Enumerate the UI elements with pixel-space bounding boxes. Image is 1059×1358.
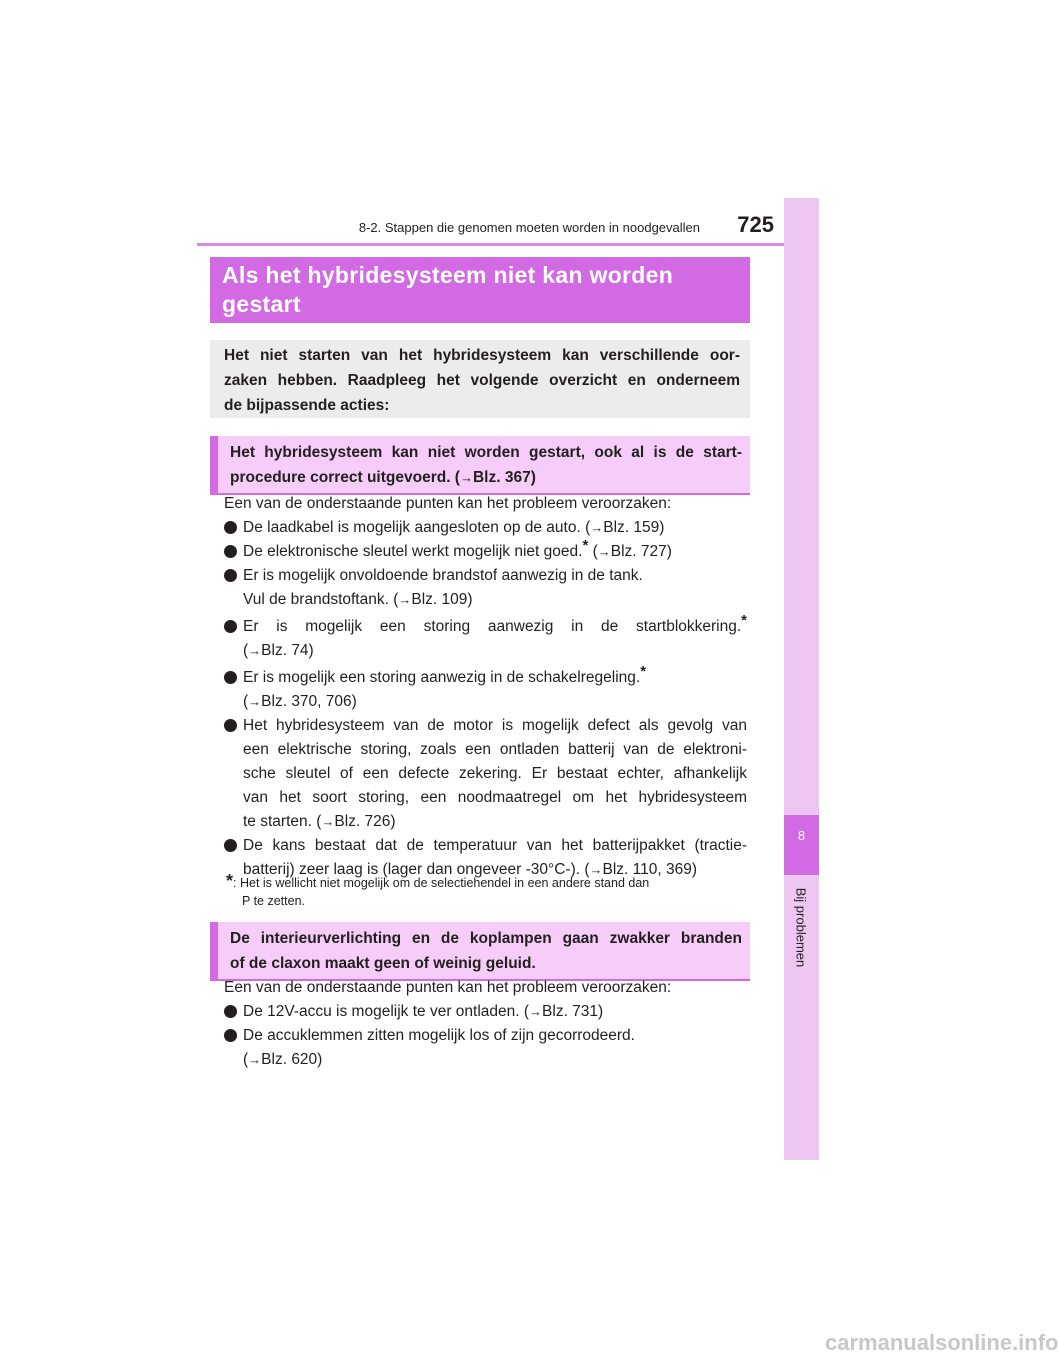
bullet-icon [224,569,237,582]
intro-line1: Het niet starten van het hybridesysteem kan verschillende oor- [224,347,740,364]
list-item [224,1000,747,1024]
page-ref-link[interactable]: Blz. 370, 706) [261,693,357,710]
section2-heading [210,922,750,981]
list-item-text: Er is mogelijk een storing aanwezig in de schakelregeling. [243,669,641,686]
bullet-icon [224,839,237,852]
arrow-icon: → [321,814,335,829]
bullet-icon [224,1005,237,1018]
list-item: Er is mogelijk een storing aanwezig in de schakelregeling.* (→Blz. 370, 706) [224,666,747,714]
list-item-text: De 12V-accu is mogelijk te ver ontladen. ( [243,1003,530,1020]
list-item-text: van het soort storing, een noodmaatregel om het hybridesysteem [243,789,747,806]
main-heading-line2: gestart [222,291,301,317]
list-item: Er is mogelijk een storing aanwezig in de startblokkering.* (→Blz. 74) [224,615,747,663]
page-ref-link[interactable]: Blz. 74) [261,642,314,659]
list-item-text: De kans bestaat dat de temperatuur van het batterijpakket (tractie- [243,837,747,854]
section2-body [224,976,747,1072]
page-ref-link[interactable]: Blz. 620) [261,1051,323,1068]
arrow-icon: → [590,520,604,535]
bullet-icon [224,620,237,633]
list-item [224,714,747,834]
list-item-text: Er is mogelijk een storing aanwezig in de startblokkering. [243,618,742,635]
main-heading-line1: Als het hybridesysteem niet kan worden [222,262,674,288]
bullet-icon [224,521,237,534]
arrow-icon: → [589,862,603,877]
bullet-icon [224,671,237,684]
list-item-text: De laadkabel is mogelijk aangesloten op de auto. ( [243,519,591,536]
bullet-icon [224,1029,237,1042]
section1-heading-text: procedure correct uitgevoerd. ( [230,469,460,486]
chapter-number-tab[interactable] [784,815,819,875]
arrow-icon: → [248,643,262,658]
section1-heading-line2 [230,465,742,490]
list-item [224,516,747,540]
section2-heading-line2: of de claxon maakt geen of weinig geluid. [230,955,536,972]
list-item-text: Er is mogelijk onvoldoende brandstof aanwezig in de tank. [243,567,643,584]
section2-heading-line1: De interieurverlichting en de koplampen gaan zwakker branden [230,930,742,947]
chapter-side-tab [784,198,819,1160]
arrow-icon: → [529,1004,543,1019]
bullet-icon [224,719,237,732]
list-item: De accuklemmen zitten mogelijk los of zijn gecorrodeerd. (→Blz. 620) [224,1024,747,1072]
section1-lead: Een van de onderstaande punten kan het probleem veroorzaken: [224,495,672,512]
main-heading [210,257,750,323]
list-item [224,564,747,612]
list-item-text: te starten. ( [243,813,322,830]
arrow-icon: → [248,1052,262,1067]
list-item-text: batterij) zeer laag is (lager dan ongeveer -30 [243,861,549,878]
section1-heading-line1: Het hybridesysteem kan niet worden gestart, ook al is de start- [230,444,742,461]
page-number: 725 [737,212,774,237]
list-item-text: Vul de brandstoftank. ( [243,591,399,608]
page-ref-link[interactable]: Blz. 731) [542,1003,604,1020]
list-item-text: De accuklemmen zitten mogelijk los of zijn gecorrodeerd. [243,1027,635,1044]
arrow-icon: → [597,544,611,559]
list-item-text: °C-). ( [548,861,590,878]
section1-body [224,492,747,882]
footnote-star-icon: * [226,871,234,891]
list-item-text: sche sleutel of een defecte zekering. Er bestaat echter, afhankelijk [243,765,747,782]
list-item: De elektronische sleutel werkt mogelijk niet goed.* (→Blz. 727) [224,540,747,564]
chapter-title: Bij problemen [793,887,809,968]
footnote-text: P te zetten. [242,894,306,908]
page-ref-link[interactable]: Blz. 159) [603,519,665,536]
intro-box [210,340,750,418]
intro-line3: de bijpassende acties: [224,397,390,414]
footnote-star-icon: * [640,662,647,680]
list-item-text: De elektronische sleutel werkt mogelijk niet goed. [243,543,583,560]
arrow-icon: → [459,470,473,485]
footnote [226,872,748,910]
bullet-icon [224,545,237,558]
page-ref-link[interactable]: Blz. 726) [334,813,396,830]
arrow-icon: → [248,694,262,709]
section2-lead: Een van de onderstaande punten kan het probleem veroorzaken: [224,979,672,996]
page-ref-link[interactable]: Blz. 110, 369) [602,861,698,878]
header-rule [197,243,819,246]
page-ref-link[interactable]: Blz. 727) [610,543,672,560]
footnote-star-icon: * [582,536,589,554]
intro-line2: zaken hebben. Raadpleeg het volgende overzicht en onderneem [224,372,740,389]
section1-heading [210,436,750,495]
list-item-text: een elektrische storing, zoals een ontladen batterij van de elektroni- [243,741,747,758]
section1-heading-ref[interactable]: Blz. 367) [472,469,536,486]
list-item-text: Het hybridesysteem van de motor is mogelijk defect als gevolg van [243,717,747,734]
watermark-logo: carmanualsonline.info [825,1330,1059,1355]
page-ref-link[interactable]: Blz. 109) [411,591,473,608]
arrow-icon: → [398,592,412,607]
chapter-number: 8 [797,828,806,843]
footnote-star-icon: * [741,611,747,629]
section-breadcrumb: 8-2. Stappen die genomen moeten worden in noodgevallen [358,220,700,235]
footnote-text: : Het is wellicht niet mogelijk om de selectiehendel in een andere stand dan [233,876,650,890]
